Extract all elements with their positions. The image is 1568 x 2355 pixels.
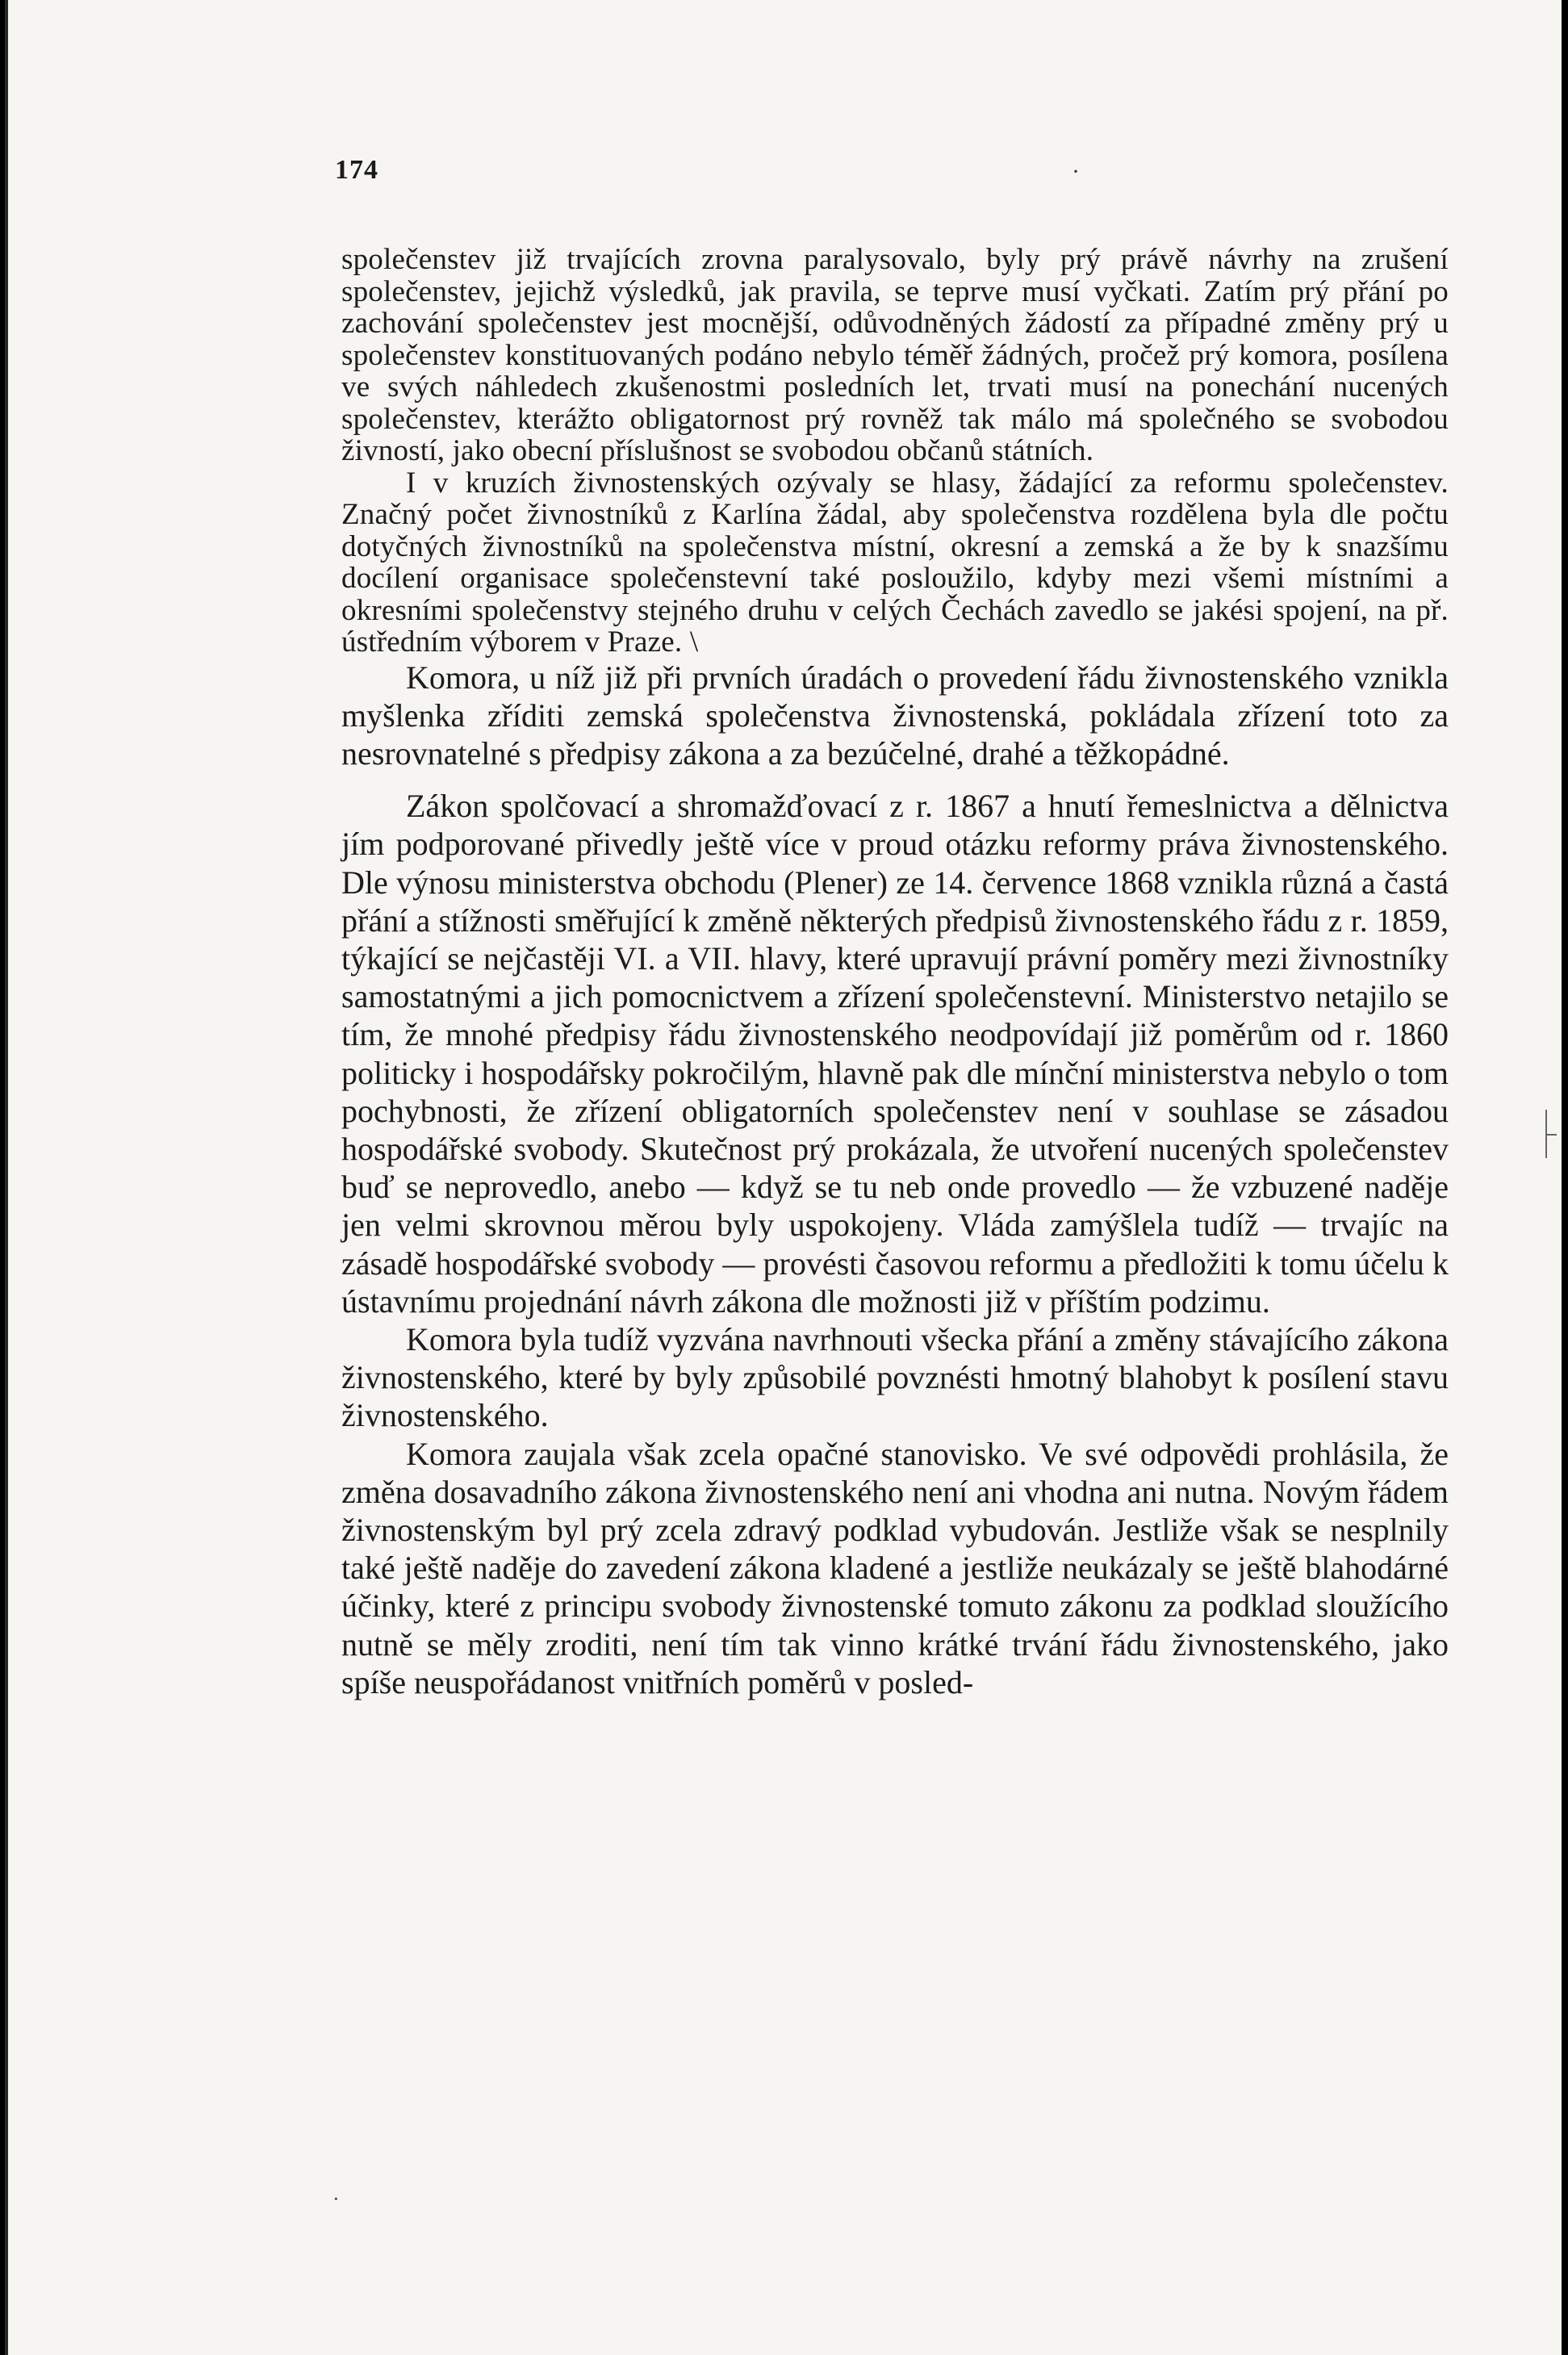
page-dot-mark: · xyxy=(1072,158,1080,185)
page-edge xyxy=(5,0,8,2355)
page-number: 174 xyxy=(335,155,378,185)
paragraph-2: I v kruzích živnostenských ozývaly se hlasy, žádající za reformu společenstev. Značný počet živnostníků z Karlína žádal, aby společenstva rozdělena byla dle počtu dotyčných živnostníků na společenstva místní, okresní a zemská a že by k snazšímu docílení organisace společenstevní také posloužilo, kdyby mezi všemi místními a okresními společenstvy stejného druhu v celých Čechách zavedlo se jakési spojení, na př. ústředním výborem v Praze. \ xyxy=(341,466,1449,659)
book-page xyxy=(8,0,1562,2355)
margin-tick-mark xyxy=(1545,1110,1557,1158)
paragraph-6: Komora zaujala však zcela opačné stanovisko. Ve své odpovědi prohlásila, že změna dosavadního zákona živnostenského není ani vhodna ani nutna. Novým řádem živnostenským byl prý zcela zdravý podklad vybudován. Jestliže však se nesplnily také ještě naděje do zavedení zákona kladené a jestliže neukázaly se ještě blahodárné účinky, které z principu svobody živnostenské tomuto zákonu za podklad sloužícího nutně se měly zroditi, není tím tak vinno krátké trvání řádu živnostenského, jako spíše neuspořádanost vnitřních poměrů v posled- xyxy=(341,1435,1449,1700)
body-text xyxy=(341,244,1449,1701)
bottom-margin-mark: · xyxy=(332,2187,340,2211)
paragraph-3: Komora, u níž již při prvních úradách o provedení řádu živnostenského vznikla myšlenka zříditi zemská společenstva živnostenská, pokládala zřízení toto za nesrovnatelné s předpisy zákona a za bezúčelné, drahé a těžkopádné. xyxy=(341,659,1449,772)
paragraph-5: Komora byla tudíž vyzvána navrhnouti všecka přání a změny stávajícího zákona živnostenského, které by byly způsobilé povznésti hmotný blahobyt k posílení stavu živnostenského. xyxy=(341,1320,1449,1434)
paragraph-1: společenstev již trvajících zrovna paralysovalo, byly prý právě návrhy na zrušení společenstev, jejichž výsledků, jak pravila, se teprve musí vyčkati. Zatím prý přání po zachování společenstev jest mocnější, odůvodněných žádostí za případné změny prý u společenstev konstituovaných podáno nebylo téměř žádných, pročež prý komora, posílena ve svých náhledech zkušenostmi posledních let, trvati musí na ponechání nucených společenstev, kterážto obligatornost prý rovněž tak málo má společného se svobodou živností, jako obecní příslušnost se svobodou občanů státních. xyxy=(341,243,1449,467)
paragraph-4: Zákon spolčovací a shromažďovací z r. 1867 a hnutí řemeslnictva a dělnictva jím podporované přivedly ještě více v proud otázku reformy práva živnostenského. Dle výnosu ministerstva obchodu (Plener) ze 14. července 1868 vznikla různá a častá přání a stížnosti směřující k změně některých předpisů živnostenského řádu z r. 1859, týkající se nejčastěji VI. a VII. hlavy, které upravují právní poměry mezi živnostníky samostatnými a jich pomocnictvem a zřízení společenstevní. Ministerstvo netajilo se tím, že mnohé předpisy řádu živnostenského neodpovídají již poměrům od r. 1860 politicky i hospodářsky pokročilým, hlavně pak dle mínční ministerstva nebylo o tom pochybnosti, že zřízení obligatorních společenstev není v souhlase se zásadou hospodářské svobody. Skutečnost prý prokázala, že utvoření nucených společenstev buď se neprovedlo, anebo — když se tu neb onde provedlo — že vzbuzené naděje jen velmi skrovnou měrou byly uspokojeny. Vláda zamýšlela tudíž — trvajíc na zásadě hospodářské svobody — provésti časovou reformu a předložiti k tomu účelu k ústavnímu projednání návrh zákona dle možnosti již v příštím podzimu. xyxy=(341,788,1449,1320)
